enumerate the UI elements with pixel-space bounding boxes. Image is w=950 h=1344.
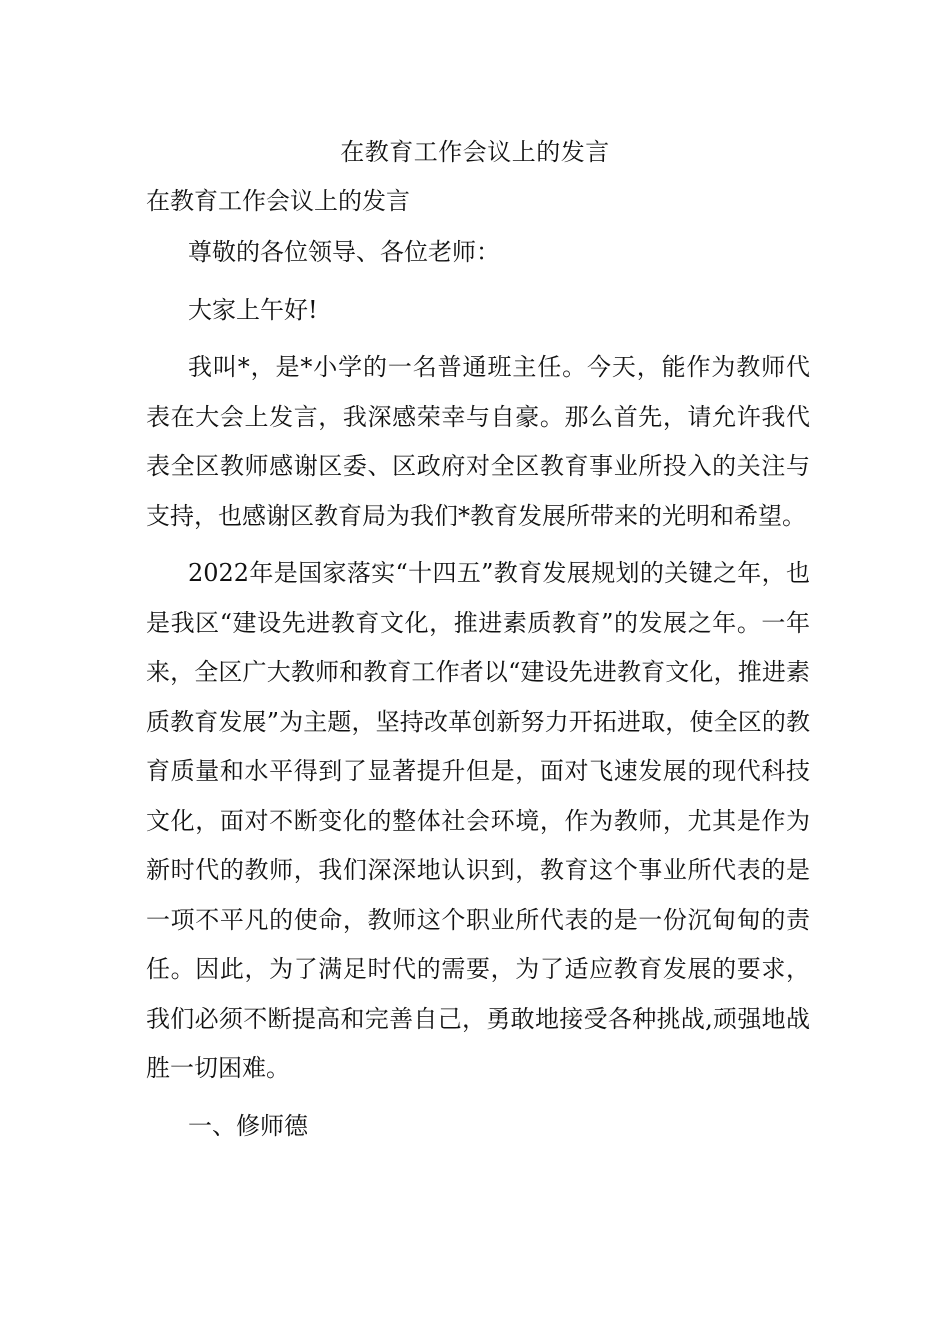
paragraph-year-review: 2022年是国家落实“十四五”教育发展规划的关键之年，也是我区“建设先进教育文化，推进素质教育”的发展之年。一年来，全区广大教师和教育工作者以“建设先进教育文化，推进素质教育发展”为主题，坚持改革创新努力开拓进取，使全区的教育质量和水平得到了显著提升但是，面对飞速发展的现代科技文化，面对不断变化的整体社会环境，作为教师，尤其是作为新时代的教师，我们深深地认识到，教育这个事业所代表的是一项不平凡的使命，教师这个职业所代表的是一份沉甸甸的责任。因此，为了满足时代的需要，为了适应教育发展的要求，我们必须不断提高和完善自己，勇敢地接受各种挑战,顽强地战胜一切困难。 <box>146 559 810 1082</box>
paragraph-greeting-morning: 大家上午好! <box>188 295 318 324</box>
paragraph-greeting-audience: 尊敬的各位领导、各位老师： <box>188 238 500 266</box>
document-body <box>146 228 810 1151</box>
section-heading: 一、修师德 <box>188 1111 308 1140</box>
document-title: 在教育工作会议上的发言 <box>340 138 610 166</box>
document-subtitle: 在教育工作会议上的发言 <box>146 187 410 215</box>
paragraph-introduction: 我叫*，是*小学的一名普通班主任。今天，能作为教师代表在大会上发言，我深感荣幸与自豪。那么首先，请允许我代表全区教师感谢区委、区政府对全区教育事业所投入的关注与支持，也感谢区教育局为我们*教育发展所带来的光明和希望。 <box>146 353 810 530</box>
